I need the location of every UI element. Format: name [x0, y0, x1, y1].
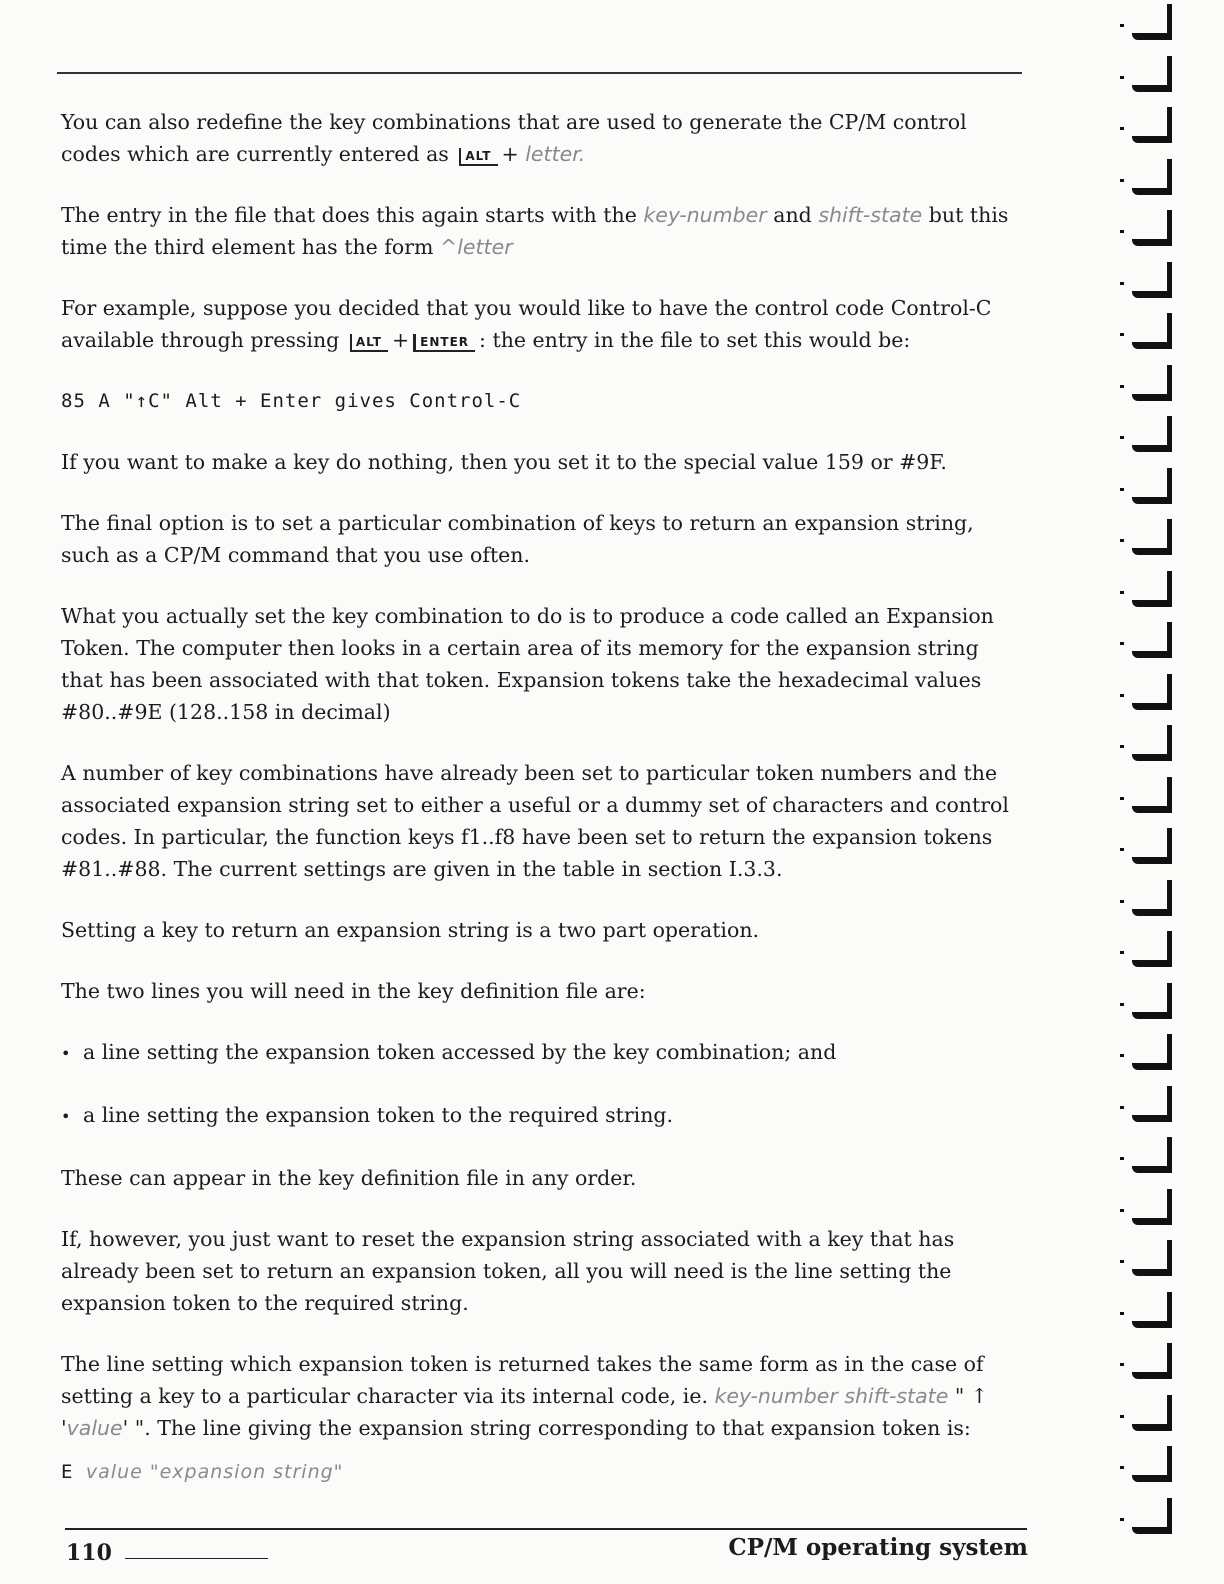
binding-tab-tick	[1120, 127, 1124, 130]
binding-tab-tick	[1120, 179, 1124, 182]
binding-tab-tick	[1120, 282, 1124, 285]
binding-tabs	[1120, 0, 1224, 1584]
binding-tab	[1132, 445, 1172, 452]
paragraph: These can appear in the key definition file in any order.	[61, 1166, 637, 1190]
paragraph: The final option is to set a particular combination of keys to return an expansion string, such as a CP/M command that you use often.	[61, 511, 974, 567]
bullet-icon: •	[61, 1044, 71, 1063]
paragraph: If, however, you just want to reset the expansion string associated with a key that has already been set to return an expansion token, all you will need is the line setting the expansion token to the required string.	[61, 1227, 955, 1315]
binding-tab-tick	[1120, 797, 1124, 800]
binding-tab-tick	[1120, 642, 1124, 645]
binding-tab	[1132, 1424, 1172, 1431]
binding-tab	[1132, 651, 1172, 658]
binding-tab	[1132, 1321, 1172, 1328]
binding-tab-tick	[1120, 1363, 1124, 1366]
binding-tab-tick	[1120, 1106, 1124, 1109]
paragraph: What you actually set the key combination to do is to produce a code called an Expansion Token. The computer then looks in a certain area of its memory for the expansion string that has been associated with that token. Expansion tokens take the hexadecimal values #80..#9E (128..158 in decimal)	[61, 604, 994, 724]
binding-tab	[1132, 85, 1172, 92]
binding-tab	[1132, 342, 1172, 349]
binding-tab-tick	[1120, 436, 1124, 439]
binding-tab	[1132, 754, 1172, 761]
code-example: 85 A "↑C" Alt + Enter gives Control-C	[61, 390, 522, 412]
alt-key-glyph: ALT	[459, 148, 497, 166]
binding-tab	[1132, 136, 1172, 143]
binding-tab-tick	[1120, 385, 1124, 388]
binding-tab	[1132, 1372, 1172, 1379]
binding-tab-tick	[1120, 1260, 1124, 1263]
binding-tab-tick	[1120, 1312, 1124, 1315]
binding-tab-tick	[1120, 1003, 1124, 1006]
binding-tab	[1132, 1063, 1172, 1070]
binding-tab	[1132, 960, 1172, 967]
binding-tab	[1132, 497, 1172, 504]
binding-tab-tick	[1120, 745, 1124, 748]
footer-rule	[65, 1528, 1027, 1530]
paragraph: A number of key combinations have already been set to particular token numbers and the associated expansion string set to either a useful or a dummy set of characters and control codes. In particular, the function keys f1..f8 have been set to return the expansion tokens #81..#88. The current settings are given in the table in section I.3.3.	[61, 761, 1009, 881]
binding-tab-tick	[1120, 76, 1124, 79]
binding-tab-tick	[1120, 1415, 1124, 1418]
binding-tab	[1132, 806, 1172, 813]
binding-tab	[1132, 1218, 1172, 1225]
top-rule	[57, 72, 1022, 74]
binding-tab-tick	[1120, 488, 1124, 491]
list-item: • a line setting the expansion token accessed by the key combination; and	[61, 1036, 1026, 1070]
paragraph: The line setting which expansion token is returned takes the same form as in the case of setting a key to a particular character via its internal code, ie. key-number shift-state " ↑ 'value' ". The line giving the expansion string corresponding to that expansion token is:	[61, 1352, 988, 1440]
binding-tab	[1132, 1475, 1172, 1482]
binding-tab-tick	[1120, 230, 1124, 233]
binding-tab	[1132, 1115, 1172, 1122]
binding-tab	[1132, 239, 1172, 246]
binding-tab-tick	[1120, 1466, 1124, 1469]
binding-tab	[1132, 188, 1172, 195]
paragraph: The entry in the file that does this again starts with the key-number and shift-state but this time the third element has the form ^letter	[61, 203, 1009, 259]
page-number: 110	[66, 1540, 112, 1566]
paragraph: The two lines you will need in the key definition file are:	[61, 979, 646, 1003]
binding-tab	[1132, 1527, 1172, 1534]
binding-tab	[1132, 1166, 1172, 1173]
alt-key-glyph: ALT	[350, 334, 388, 352]
binding-tab	[1132, 291, 1172, 298]
paragraph: For example, suppose you decided that you would like to have the control code Control-C available through pressing ALT + ENTER : the entry in the file to set this would be:	[61, 296, 992, 352]
binding-tab-tick	[1120, 694, 1124, 697]
code-example: E value "expansion string"	[61, 1461, 344, 1483]
binding-tab-tick	[1120, 591, 1124, 594]
binding-tab-tick	[1120, 24, 1124, 27]
binding-tab-tick	[1120, 951, 1124, 954]
binding-tab	[1132, 1012, 1172, 1019]
binding-tab	[1132, 600, 1172, 607]
page-body	[61, 106, 1026, 1517]
page-number-rule	[125, 1558, 268, 1559]
binding-tab	[1132, 394, 1172, 401]
binding-tab	[1132, 857, 1172, 864]
enter-key-glyph: ENTER	[413, 334, 475, 352]
binding-tab-tick	[1120, 333, 1124, 336]
binding-tab-tick	[1120, 539, 1124, 542]
binding-tab-tick	[1120, 1518, 1124, 1521]
bullet-icon: •	[61, 1107, 71, 1126]
binding-tab	[1132, 548, 1172, 555]
binding-tab-tick	[1120, 1054, 1124, 1057]
section-title: CP/M operating system	[728, 1534, 1028, 1561]
binding-tab-tick	[1120, 848, 1124, 851]
binding-tab	[1132, 703, 1172, 710]
paragraph: You can also redefine the key combinations that are used to generate the CP/M control codes which are currently entered as ALT + letter.	[61, 110, 967, 166]
paragraph: Setting a key to return an expansion string is a two part operation.	[61, 918, 760, 942]
binding-tab-tick	[1120, 1157, 1124, 1160]
paragraph: If you want to make a key do nothing, then you set it to the special value 159 or #9F.	[61, 450, 947, 474]
list-item: • a line setting the expansion token to the required string.	[61, 1099, 1026, 1133]
binding-tab	[1132, 1269, 1172, 1276]
binding-tab	[1132, 909, 1172, 916]
binding-tab-tick	[1120, 1209, 1124, 1212]
binding-tab-tick	[1120, 900, 1124, 903]
binding-tab	[1132, 33, 1172, 40]
